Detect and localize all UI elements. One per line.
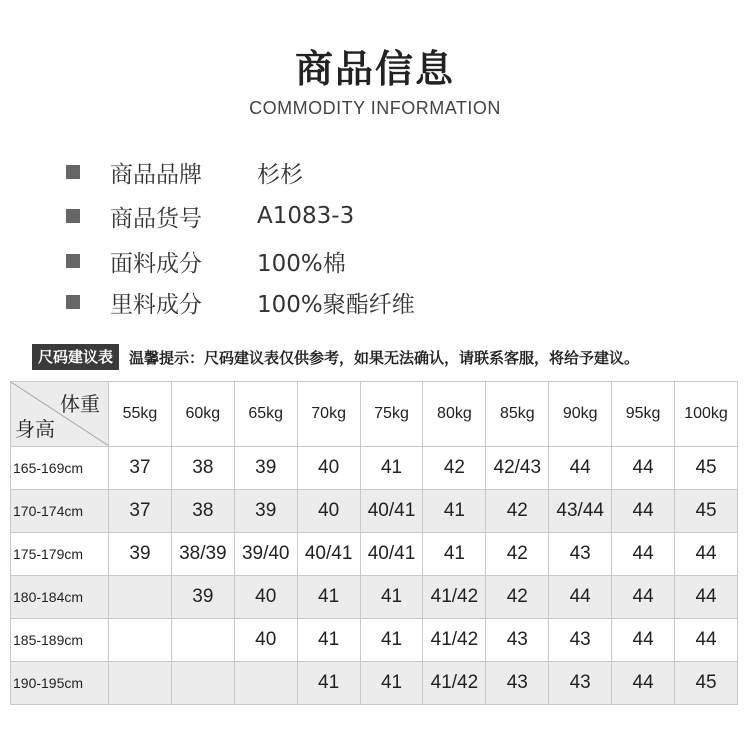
square-bullet-icon bbox=[66, 295, 80, 309]
size-cell: 44 bbox=[549, 447, 612, 490]
size-cell: 41/42 bbox=[423, 576, 486, 619]
size-cell: 44 bbox=[612, 576, 675, 619]
size-cell: 44 bbox=[675, 533, 738, 576]
size-cell: 41 bbox=[423, 490, 486, 533]
size-chart-tag: 尺码建议表 bbox=[32, 344, 119, 370]
size-cell bbox=[109, 619, 172, 662]
page-subtitle: COMMODITY INFORMATION bbox=[249, 98, 501, 118]
height-range-cell: 190-195cm bbox=[11, 662, 109, 705]
size-cell: 43/44 bbox=[549, 490, 612, 533]
size-cell: 39/40 bbox=[234, 533, 297, 576]
size-cell: 40 bbox=[234, 576, 297, 619]
weight-header: 95kg bbox=[612, 382, 675, 447]
size-cell bbox=[171, 619, 234, 662]
page-title: 商品信息 bbox=[294, 47, 455, 91]
weight-header: 65kg bbox=[234, 382, 297, 447]
table-row bbox=[11, 533, 738, 576]
size-cell: 39 bbox=[234, 490, 297, 533]
square-bullet-icon bbox=[66, 165, 80, 179]
height-range-cell: 175-179cm bbox=[11, 533, 109, 576]
size-cell: 39 bbox=[234, 447, 297, 490]
size-cell: 44 bbox=[612, 490, 675, 533]
weight-header: 90kg bbox=[549, 382, 612, 447]
corner-height-label: 身高 bbox=[15, 417, 55, 441]
info-label: 面料成分 bbox=[110, 250, 202, 277]
size-cell: 44 bbox=[612, 447, 675, 490]
size-cell: 41 bbox=[423, 533, 486, 576]
size-cell: 41 bbox=[297, 576, 360, 619]
size-cell: 41/42 bbox=[423, 662, 486, 705]
size-cell: 42 bbox=[486, 490, 549, 533]
weight-header: 60kg bbox=[171, 382, 234, 447]
info-row-lining bbox=[0, 280, 750, 324]
size-cell: 38 bbox=[171, 490, 234, 533]
weight-header: 85kg bbox=[486, 382, 549, 447]
size-cell: 43 bbox=[549, 662, 612, 705]
size-chart-note: 温馨提示：尺码建议表仅供参考，如果无法确认，请联系客服，将给予建议。 bbox=[129, 348, 640, 367]
table-row bbox=[11, 619, 738, 662]
info-label: 商品品牌 bbox=[110, 161, 202, 188]
size-cell: 40/41 bbox=[297, 533, 360, 576]
info-value: 100%聚酯纤维 bbox=[257, 291, 415, 318]
table-row bbox=[11, 490, 738, 533]
square-bullet-icon bbox=[66, 254, 80, 268]
size-cell: 38/39 bbox=[171, 533, 234, 576]
size-cell: 41 bbox=[360, 447, 423, 490]
size-cell: 43 bbox=[486, 619, 549, 662]
size-cell: 44 bbox=[612, 533, 675, 576]
size-cell: 42 bbox=[486, 533, 549, 576]
size-cell: 45 bbox=[675, 490, 738, 533]
size-cell bbox=[171, 662, 234, 705]
size-chart-table bbox=[10, 381, 738, 705]
size-cell: 43 bbox=[486, 662, 549, 705]
size-cell: 40 bbox=[297, 490, 360, 533]
size-cell: 39 bbox=[109, 533, 172, 576]
size-cell bbox=[109, 576, 172, 619]
height-range-cell: 180-184cm bbox=[11, 576, 109, 619]
weight-header: 55kg bbox=[109, 382, 172, 447]
size-cell: 45 bbox=[675, 662, 738, 705]
size-cell: 41 bbox=[297, 619, 360, 662]
size-cell: 41 bbox=[297, 662, 360, 705]
square-bullet-icon bbox=[66, 209, 80, 223]
size-cell: 42 bbox=[486, 576, 549, 619]
size-cell: 44 bbox=[612, 619, 675, 662]
weight-header: 100kg bbox=[675, 382, 738, 447]
size-cell bbox=[234, 662, 297, 705]
size-cell: 44 bbox=[675, 619, 738, 662]
size-chart-header bbox=[32, 343, 639, 371]
size-cell: 40 bbox=[297, 447, 360, 490]
info-value: 100%棉 bbox=[257, 250, 346, 277]
info-label: 商品货号 bbox=[110, 205, 202, 232]
size-cell: 42 bbox=[423, 447, 486, 490]
weight-header: 75kg bbox=[360, 382, 423, 447]
size-cell: 41/42 bbox=[423, 619, 486, 662]
size-cell: 43 bbox=[549, 619, 612, 662]
size-cell: 45 bbox=[675, 447, 738, 490]
size-cell: 40/41 bbox=[360, 533, 423, 576]
size-cell: 41 bbox=[360, 576, 423, 619]
info-row-fabric bbox=[0, 239, 750, 283]
size-cell: 41 bbox=[360, 662, 423, 705]
corner-weight-label: 体重 bbox=[60, 392, 100, 416]
size-cell: 38 bbox=[171, 447, 234, 490]
size-cell: 37 bbox=[109, 490, 172, 533]
weight-header: 80kg bbox=[423, 382, 486, 447]
info-label: 里料成分 bbox=[110, 291, 202, 318]
table-corner-cell bbox=[11, 382, 109, 447]
size-cell: 41 bbox=[360, 619, 423, 662]
height-range-cell: 170-174cm bbox=[11, 490, 109, 533]
size-cell: 44 bbox=[549, 576, 612, 619]
size-cell: 43 bbox=[549, 533, 612, 576]
info-row-brand bbox=[0, 150, 750, 194]
size-cell: 39 bbox=[171, 576, 234, 619]
size-cell: 40 bbox=[234, 619, 297, 662]
weight-header: 70kg bbox=[297, 382, 360, 447]
height-range-cell: 185-189cm bbox=[11, 619, 109, 662]
size-cell: 44 bbox=[675, 576, 738, 619]
height-range-cell: 165-169cm bbox=[11, 447, 109, 490]
weight-header-row bbox=[11, 382, 738, 447]
size-cell: 37 bbox=[109, 447, 172, 490]
table-row bbox=[11, 662, 738, 705]
info-value: A1083-3 bbox=[257, 203, 355, 229]
info-row-item-number bbox=[0, 194, 750, 238]
size-cell: 44 bbox=[612, 662, 675, 705]
size-cell: 42/43 bbox=[486, 447, 549, 490]
table-row bbox=[11, 447, 738, 490]
info-value: 杉杉 bbox=[257, 161, 303, 188]
size-cell bbox=[109, 662, 172, 705]
table-row bbox=[11, 576, 738, 619]
size-cell: 40/41 bbox=[360, 490, 423, 533]
